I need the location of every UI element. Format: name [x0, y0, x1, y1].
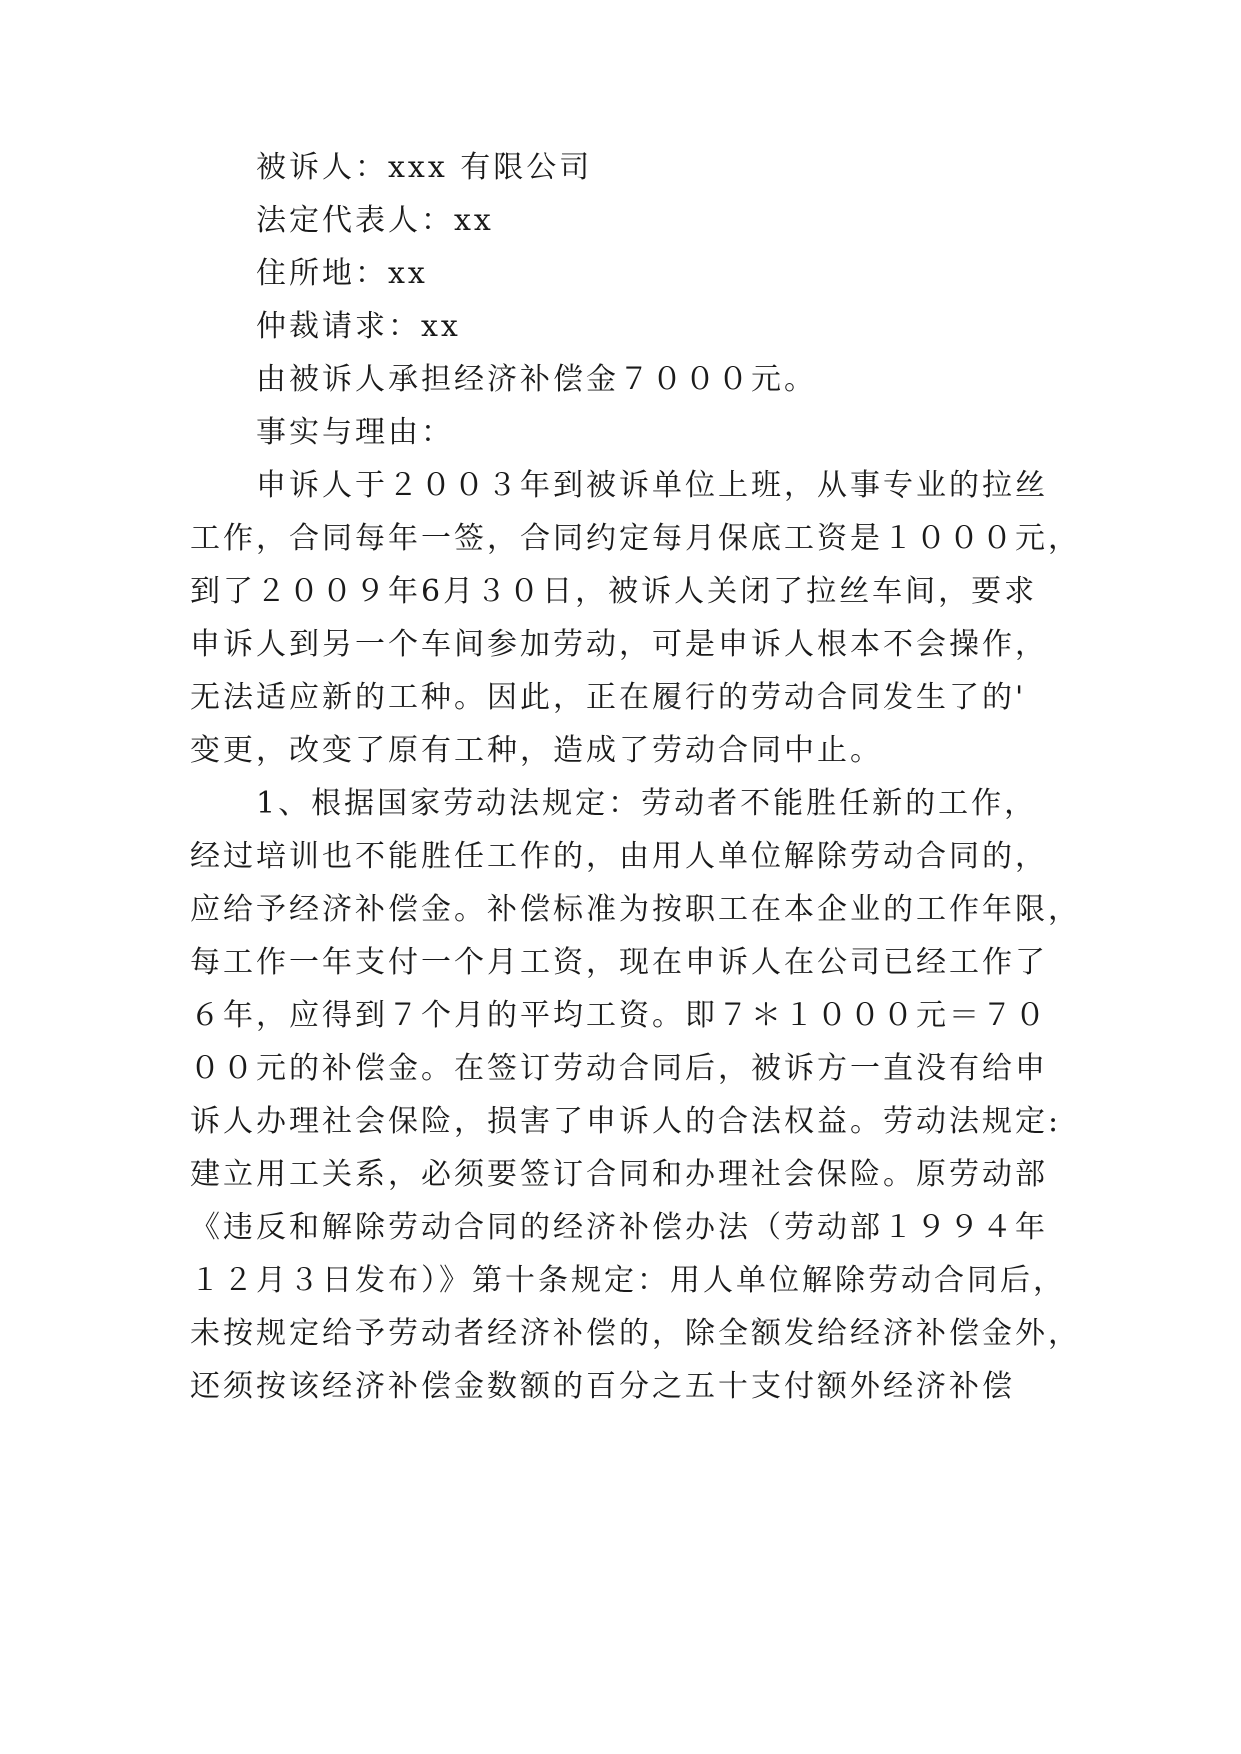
- paragraph2-line: １２月３日发布）》第十条规定：用人单位解除劳动合同后，: [190, 1263, 1066, 1298]
- paragraph1-line: 变更，改变了原有工种，造成了劳动合同中止。: [190, 733, 883, 768]
- paragraph2-line: 《违反和解除劳动合同的经济补偿办法（劳动部１９９４年: [190, 1210, 1048, 1245]
- paragraph1-line: 工作，合同每年一签，合同约定每月保底工资是１０００元，: [190, 521, 1081, 556]
- paragraph2-line: 1、根据国家劳动法规定：劳动者不能胜任新的工作，: [256, 786, 1038, 821]
- paragraph1-line: 到了２００９年6月３０日，被诉人关闭了拉丝车间，要求: [190, 574, 1038, 609]
- paragraph1-line: 申诉人于２００３年到被诉单位上班，从事专业的拉丝: [256, 468, 1048, 503]
- compensation-request-line: 由被诉人承担经济补偿金７０００元。: [256, 362, 817, 397]
- paragraph2-line: 未按规定给予劳动者经济补偿的，除全额发给经济补偿金外，: [190, 1316, 1081, 1351]
- address-line: 住所地：xx: [256, 256, 428, 291]
- facts-and-reasons-heading: 事实与理由：: [256, 415, 454, 450]
- paragraph2-line: 建立用工关系，必须要签订合同和办理社会保险。原劳动部: [190, 1157, 1048, 1192]
- paragraph1-line: 申诉人到另一个车间参加劳动，可是申诉人根本不会操作，: [190, 627, 1048, 662]
- paragraph2-line: 每工作一年支付一个月工资，现在申诉人在公司已经工作了: [190, 945, 1048, 980]
- arbitration-request-line: 仲裁请求：xx: [256, 309, 461, 344]
- legal-representative-line: 法定代表人：xx: [256, 203, 494, 238]
- paragraph2-line: ００元的补偿金。在签订劳动合同后，被诉方一直没有给申: [190, 1051, 1048, 1086]
- paragraph2-line: 经过培训也不能胜任工作的，由用人单位解除劳动合同的，: [190, 839, 1048, 874]
- respondent-line: 被诉人：xxx 有限公司: [256, 150, 593, 185]
- paragraph2-line: 诉人办理社会保险，损害了申诉人的合法权益。劳动法规定:: [190, 1104, 1062, 1139]
- paragraph2-line: 应给予经济补偿金。补偿标准为按职工在本企业的工作年限，: [190, 892, 1081, 927]
- paragraph2-line: ６年，应得到７个月的平均工资。即７＊１０００元＝７０: [190, 998, 1048, 1033]
- paragraph2-line: 还须按该经济补偿金数额的百分之五十支付额外经济补偿: [190, 1369, 1015, 1404]
- paragraph1-line: 无法适应新的工种。因此，正在履行的劳动合同发生了的': [190, 680, 1027, 715]
